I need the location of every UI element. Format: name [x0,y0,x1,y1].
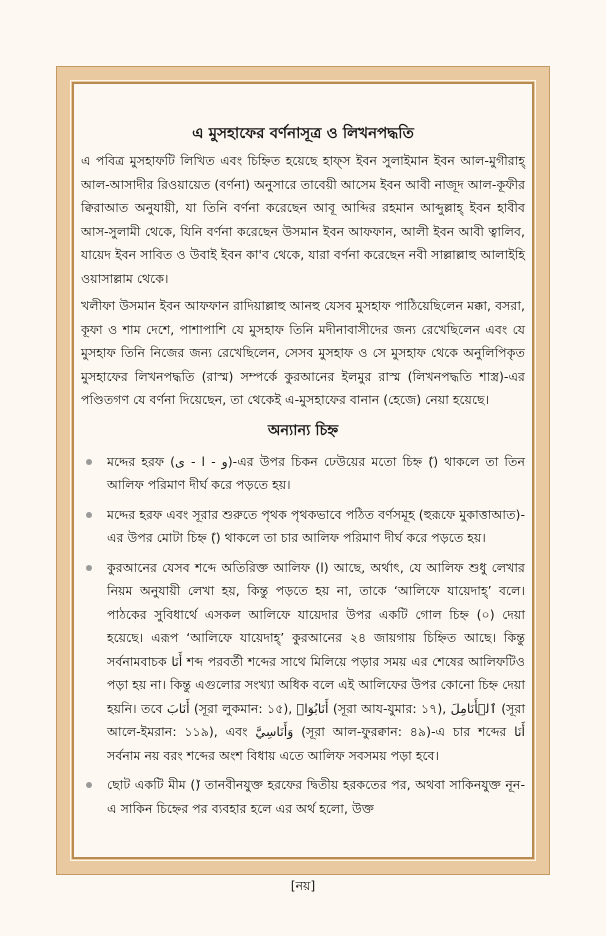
list-item-text: কুরআনের যেসব শব্দে অতিরিক্ত আলিফ (ا) আছে, অর্থাৎ, যে আলিফ শুধু লেখার নিয়ম অনুযায়ী লেখা হয়, কিন্তু পড়তে হয় না, তাকে ‘আলিফে যায়েদাহ্’ বলে। পাঠকের সুবিধার্থে এসকল আলিফে যায়েদার উপর একটি গোল চিহ্ন (০) দেয়া হয়েছে। এরূপ ‘আলিফে যায়েদাহ্’ কুরআনের ২৪ জায়গায় চিহ্নিত আছে। কিন্তু সর্বনামবাচক أَنَا শব্দ পরবর্তী শব্দের সাথে মিলিয়ে পড়ার সময় এর শেষের আলিফটিও পড়া হয় না। কিন্তু এগুলোর সংখ্যা অধিক বলে এই আলিফের উপর কোনো চিহ্ন দেয়া হয়নি। তবে أَنَابَ (সূরা লুকমান: ১৫), أَنَابُوٓا۟ (সূরা আয-যুমার: ১৭), ٱلۡأَنَامِلَ (সূরা আলে-ইমরান: ১১৯), এবং وَأَنَاسِيَّ (সূরা আল-ফুরক্বান: ৪৯)-এ চার শব্দের أَنَا সর্বনাম নয় বরং শব্দের অংশ বিধায় এতে আলিফ সবসময় পড়া হবে। [107,559,525,763]
paragraph-narration-chain: এ পবিত্র মুসহাফটি লিখিত এবং চিহ্নিত হয়েছে হাফ্স ইবন সুলাইমান ইবন আল-মুগীরাহ্ আল-আসাদীর রিওয়ায়েত (বর্ণনা) অনুসারে তাবেয়ী আসেম ইবন আবী নাজূদ আল-কূফীর ক্বিরাআত অনুযায়ী, যা তিনি বর্ণনা করেছেন আবূ আব্দির রহমান আব্দুল্লাহ্ ইবন হাবীব আস-সুলামী থেকে, যিনি বর্ণনা করেছেন উসমান ইবন আফফান, আলী ইবন আবী ত্বালিব, যায়েদ ইবন সাবিত ও উবাই ইবন কা'ব থেকে, যারা বর্ণনা করেছেন নবী সাল্লাল্লাহু আলাইহি ওয়াসাল্লাম থেকে। [81,153,525,286]
page-frame [56,66,550,875]
list-item [81,556,525,768]
list-item-text: ছোট একটি মীম (ۢ) তানবীনযুক্ত হরফের দ্বিতীয় হরকতের পর, অথবা সাকিনযুক্ত নূন-এ সাকিন চিহ্নের পর ব্যবহার হলে এর অর্থ হলো, উক্ত [107,777,525,816]
frame-inner-wrapper [70,80,536,861]
list-item-text: মদ্দের হরফ (ﻭ - ﺍ - ﻯ)-এর উপর চিকন ঢেউয়ের মতো চিহ্ন (ٓ) থাকলে তা তিন আলিফ পরিমাণ দীর্ঘ করে পড়তে হয়। [107,453,525,492]
bullet-icon [86,782,92,788]
list-item [81,773,525,820]
frame-content-area [72,82,534,859]
page-title: এ মুসহাফের বর্ণনাসূত্র ও লিখনপদ্ধতি [192,124,414,142]
paragraph-writing-method: খলীফা উসমান ইবন আফফান রাদিয়াল্লাহু আনহু যেসব মুসহাফ পাঠিয়েছিলেন মক্কা, বসরা, কূফা ও শাম দেশে, পাশাপাশি যে মুসহাফ তিনি মদীনাবাসীদের জন্য রেখেছিলেন এবং যে মুসহাফ তিনি নিজের জন্য রেখেছিলেন, সেসব মুসহাফ ও সে মুসহাফ থেকে অনুলিপিকৃত মুসহাফের লিখনপদ্ধতি (রাস্ম) সম্পর্কে কুরআনের ইলমুর রাস্ম (লিখনপদ্ধতি শাস্ত্র)-এর পণ্ডিতগণ যে বর্ণনা দিয়েছেন, তা থেকেই এ-মুসহাফের বানান (হেজে) নেয়া হয়েছে। [81,298,525,407]
section-title-other-signs: অন্যান্য চিহ্ন [267,422,339,439]
signs-list [81,450,525,821]
list-item [81,503,525,550]
list-item [81,450,525,497]
page-content [81,122,525,826]
bullet-icon [86,459,92,465]
list-item-text: মদ্দের হরফ এবং সূরার শুরুতে পৃথক পৃথকভাবে পঠিত বর্ণসমূহ (হুরূফে মুকাত্তাআত)-এর উপর মোটা চিহ্ন (ٓ) থাকলে তা চার আলিফ পরিমাণ দীর্ঘ করে পড়তে হয়। [107,506,525,545]
bullet-icon [86,565,92,571]
page-number: [নয়] [290,878,316,893]
bullet-icon [86,512,92,518]
